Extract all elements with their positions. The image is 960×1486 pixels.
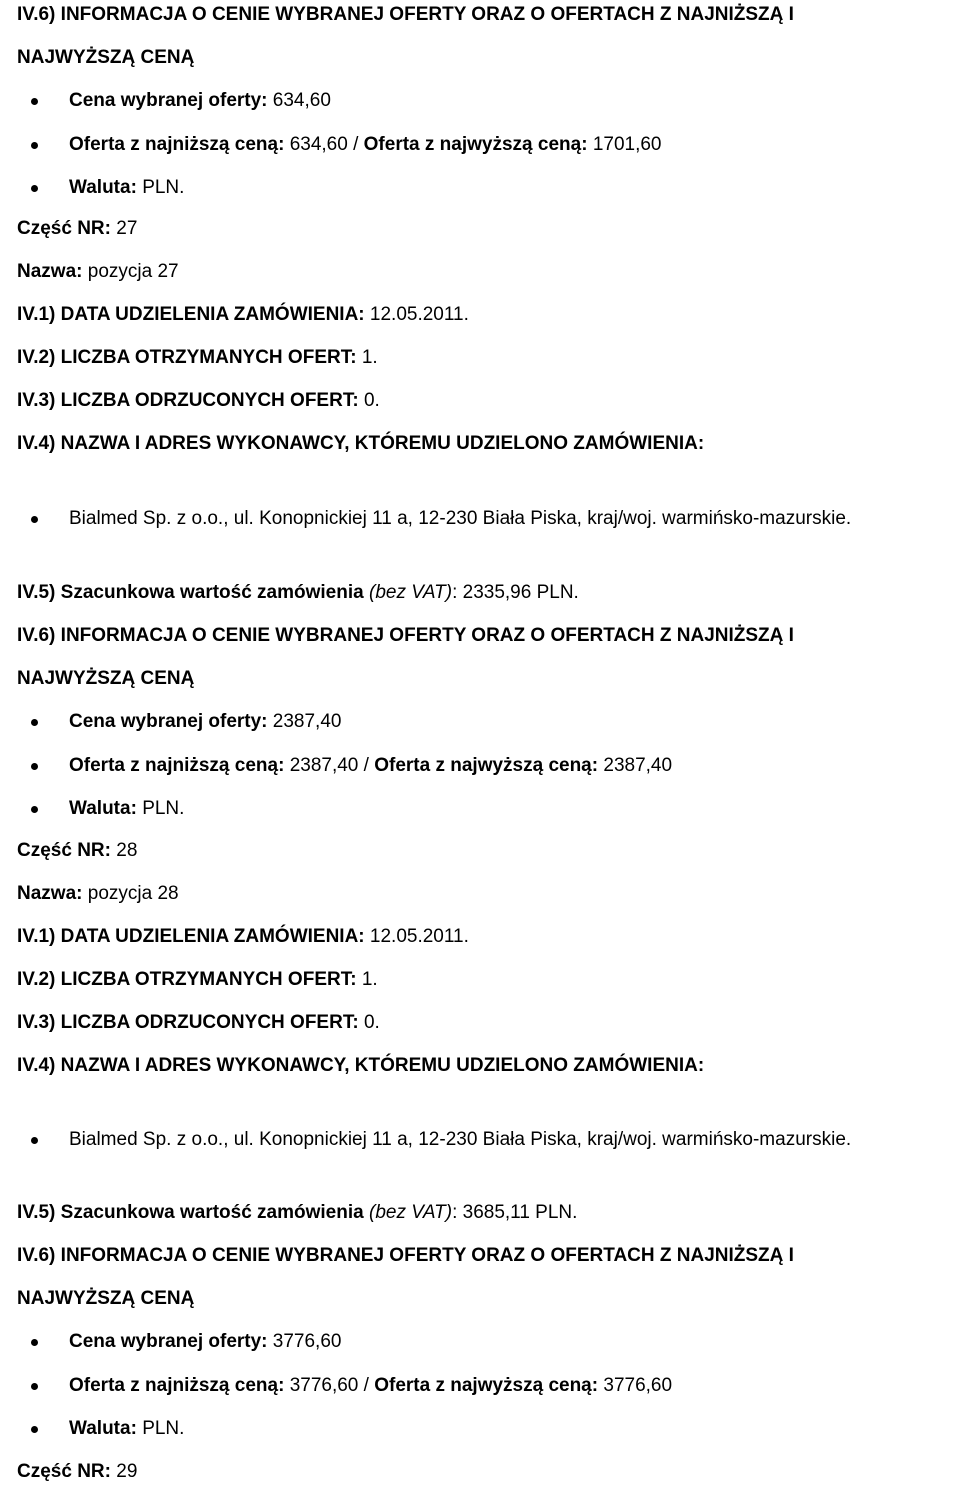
currency-label: Waluta: [69,177,137,198]
offers-rejected-line [17,1012,380,1034]
bullet-icon [31,185,38,192]
highest-price-label: Oferta z najwyższą ceną: [374,755,599,776]
iv6-heading-line2: NAJWYŻSZĄ CENĄ [17,47,195,68]
offers-received-label: IV.2) LICZBA OTRZYMANYCH OFERT: [17,969,357,990]
iv6-heading-line2: NAJWYŻSZĄ CENĄ [17,1288,195,1309]
bullet-icon [31,516,38,523]
iv6-heading-line1: IV.6) INFORMACJA O CENIE WYBRANEJ OFERTY ORAZ O OFERTACH Z NAJNIŻSZĄ I [17,4,794,25]
price-range-line [69,755,672,777]
part-name-line [17,261,179,283]
bullet-icon [31,806,38,813]
estimate-value: 3685,11 PLN. [462,1202,578,1223]
award-date-line [17,304,469,326]
offers-received-line [17,347,378,369]
estimate-note: (bez VAT) [369,1202,453,1223]
estimate-label: IV.5) Szacunkowa wartość zamówienia [17,1202,364,1223]
award-date-value: 12.05.2011. [369,304,469,325]
selected-price-value: 3776,60 [272,1331,342,1352]
estimate-line [17,582,579,604]
selected-price-line [69,1331,341,1353]
offers-received-label: IV.2) LICZBA OTRZYMANYCH OFERT: [17,347,357,368]
selected-price-line [69,90,331,112]
highest-price-label: Oferta z najwyższą ceną: [374,1375,599,1396]
highest-price-value: 3776,60 [603,1375,673,1396]
bullet-icon [31,719,38,726]
currency-line [69,798,184,820]
price-separator: / [363,1375,369,1396]
selected-price-line [69,711,341,733]
part-number-label: Część NR: [17,218,111,239]
estimate-line [17,1202,577,1224]
bullet-icon [31,1137,38,1144]
part-name-value: pozycja 28 [87,883,179,904]
offers-rejected-line [17,390,380,412]
offers-rejected-value: 0. [363,1012,380,1033]
offers-received-value: 1. [361,969,378,990]
lowest-price-value: 2387,40 [289,755,359,776]
estimate-colon: : [452,582,458,603]
estimate-value: 2335,96 PLN. [462,582,579,603]
bullet-icon [31,142,38,149]
currency-value: PLN. [142,798,185,819]
selected-price-value: 2387,40 [272,711,342,732]
highest-price-label: Oferta z najwyższą ceną: [363,134,588,155]
award-date-line [17,926,469,948]
lowest-price-value: 634,60 [289,134,348,155]
part-number-label: Część NR: [17,840,111,861]
part-number-label: Część NR: [17,1461,111,1482]
currency-value: PLN. [142,177,185,198]
currency-line [69,177,184,199]
offers-rejected-label: IV.3) LICZBA ODRZUCONYCH OFERT: [17,1012,359,1033]
currency-line [69,1418,184,1440]
iv6-heading-line2: NAJWYŻSZĄ CENĄ [17,668,195,689]
iv6-heading-line1: IV.6) INFORMACJA O CENIE WYBRANEJ OFERTY ORAZ O OFERTACH Z NAJNIŻSZĄ I [17,625,794,646]
price-range-line [69,134,662,156]
offers-rejected-label: IV.3) LICZBA ODRZUCONYCH OFERT: [17,390,359,411]
selected-price-label: Cena wybranej oferty: [69,90,268,111]
lowest-price-label: Oferta z najniższą ceną: [69,1375,285,1396]
bullet-icon [31,98,38,105]
part-name-label: Nazwa: [17,883,83,904]
contractor-label: IV.4) NAZWA I ADRES WYKONAWCY, KTÓREMU UDZIELONO ZAMÓWIENIA: [17,433,705,454]
part-number-line [17,840,137,862]
lowest-price-label: Oferta z najniższą ceną: [69,755,285,776]
contractor-value: Bialmed Sp. z o.o., ul. Konopnickiej 11 a, 12-230 Biała Piska, kraj/woj. warmińsko-mazurskie. [69,1129,852,1150]
price-separator: / [353,134,359,155]
lowest-price-value: 3776,60 [289,1375,359,1396]
bullet-icon [31,1426,38,1433]
estimate-note: (bez VAT) [369,582,453,603]
offers-rejected-value: 0. [363,390,380,411]
price-separator: / [363,755,369,776]
estimate-label: IV.5) Szacunkowa wartość zamówienia [17,582,364,603]
selected-price-label: Cena wybranej oferty: [69,711,268,732]
part-number-value: 28 [116,840,138,861]
estimate-colon: : [452,1202,458,1223]
part-number-value: 29 [116,1461,138,1482]
highest-price-value: 1701,60 [592,134,662,155]
highest-price-value: 2387,40 [603,755,673,776]
selected-price-label: Cena wybranej oferty: [69,1331,268,1352]
contractor-label: IV.4) NAZWA I ADRES WYKONAWCY, KTÓREMU UDZIELONO ZAMÓWIENIA: [17,1055,705,1076]
price-range-line [69,1375,672,1397]
part-name-label: Nazwa: [17,261,83,282]
award-date-label: IV.1) DATA UDZIELENIA ZAMÓWIENIA: [17,304,365,325]
part-name-line [17,883,179,905]
currency-label: Waluta: [69,798,137,819]
bullet-icon [31,1339,38,1346]
offers-received-value: 1. [361,347,378,368]
bullet-icon [31,1383,38,1390]
selected-price-value: 634,60 [272,90,331,111]
part-number-value: 27 [116,218,138,239]
award-date-label: IV.1) DATA UDZIELENIA ZAMÓWIENIA: [17,926,365,947]
iv6-heading-line1: IV.6) INFORMACJA O CENIE WYBRANEJ OFERTY ORAZ O OFERTACH Z NAJNIŻSZĄ I [17,1245,794,1266]
part-number-line [17,218,137,240]
bullet-icon [31,763,38,770]
part-number-line [17,1461,137,1483]
part-name-value: pozycja 27 [87,261,179,282]
currency-label: Waluta: [69,1418,137,1439]
award-date-value: 12.05.2011. [369,926,469,947]
lowest-price-label: Oferta z najniższą ceną: [69,134,285,155]
contractor-value: Bialmed Sp. z o.o., ul. Konopnickiej 11 a, 12-230 Biała Piska, kraj/woj. warmińsko-mazurskie. [69,508,852,529]
currency-value: PLN. [142,1418,185,1439]
offers-received-line [17,969,378,991]
